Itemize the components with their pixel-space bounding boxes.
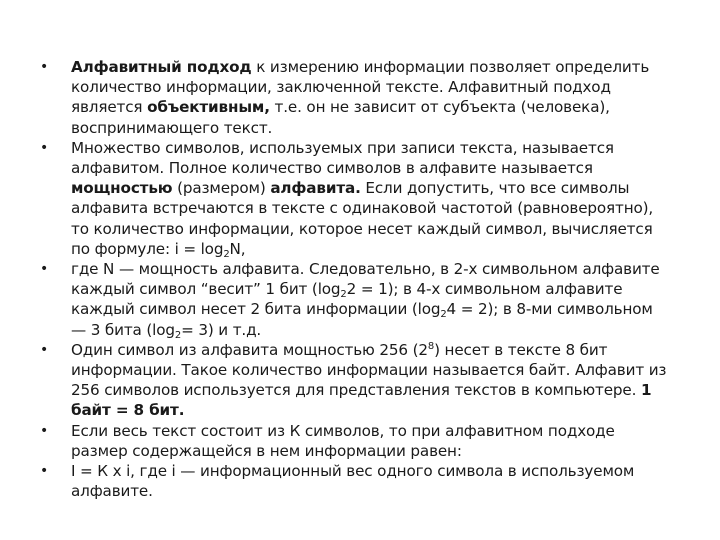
paragraph-text: где N — мощность алфавита. Следовательно, в 2-х символьном алфавите каждый символ “весит” 1 бит (log [71,260,660,299]
list-item [40,421,670,461]
paragraph-text: ) несет в тексте 8 бит информации. Такое количество информации называется байт. Алфавит из 256 символов используется для представления текстов в компьютере. [71,340,667,400]
subscript: 2 [340,289,347,301]
list-item [40,259,670,340]
subscript: 2 [440,309,447,321]
bold-term: алфавита. [270,179,361,198]
paragraph-text: = 3) и т.д. [181,320,262,339]
paragraph-text: N, [229,239,246,258]
paragraph-text: 4 = 2); в 8-ми символьном — 3 бита (log [71,300,653,339]
subscript: 2 [174,329,182,341]
bullet-list [40,57,670,501]
paragraph-text: (размером) [172,179,271,198]
subscript: 2 [223,248,230,260]
bullet-icon: • [40,463,49,480]
paragraph-text: к измерению информации позволяет определить количество информации, заключенной тексте. Алфавитный подход является [71,58,650,117]
paragraph-text: Множество символов, используемых при записи текста, называется алфавитом. Полное количество символов в алфавите называется [71,138,614,178]
bold-term: мощностью [71,179,173,198]
bullet-icon: • [40,59,49,75]
bold-term: объективным, [147,98,270,117]
paragraph-text: Если весь текст состоит из К символов, то при алфавитном подходе размер содержащейся в нем информации равен: [71,421,615,460]
bold-term: 1 байт = 8 бит. [71,381,652,420]
superscript: 8 [427,340,435,352]
bullet-icon: • [40,422,49,439]
bullet-icon: • [40,341,49,358]
list-item [40,340,670,421]
paragraph-text: I = К х i, где i — информационный вес одного символа в используемом алфавите. [71,462,635,501]
bullet-icon: • [40,139,49,156]
bold-term: Алфавитный подход [71,58,252,76]
list-item [40,138,670,259]
paragraph-text: Один символ из алфавита мощностью 256 (2 [71,340,428,359]
paragraph-text: Если допустить, что все символы алфавита встречаются в тексте с одинаковой частотой (равновероятно), то количество информации, которое несет каждый символ, вычисляется по формуле: i = log [71,179,654,258]
list-item [40,57,670,138]
list-item [40,461,670,501]
paragraph-text: т.е. он не зависит от субъекта (человека), воспринимающего текст. [71,98,610,137]
paragraph-text: 2 = 1); в 4-х символьном алфавите каждый символ несет 2 бита информации (log [71,280,623,319]
bullet-icon: • [40,261,49,278]
